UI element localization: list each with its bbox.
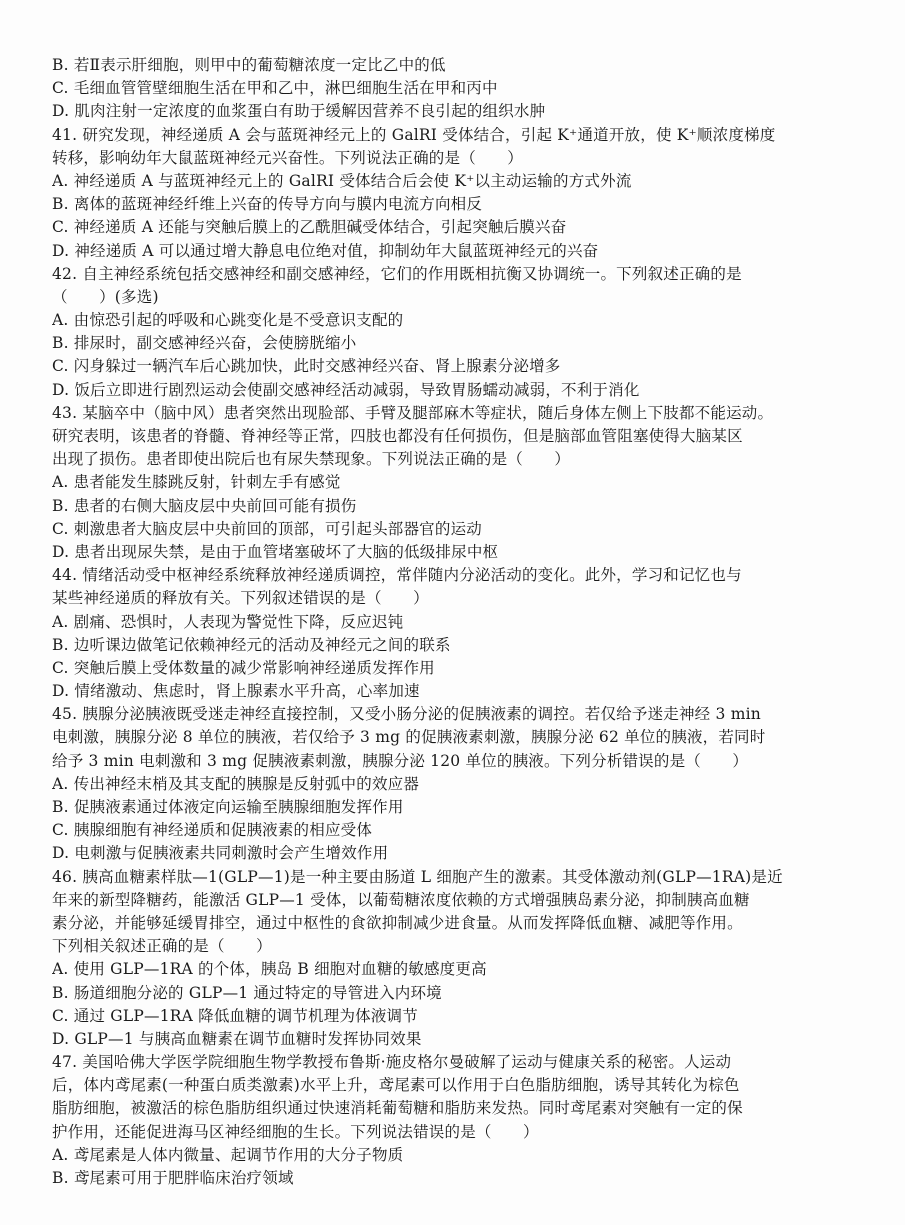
option-line: B. 鸢尾素可用于肥胖临床治疗领域 [52,1169,294,1187]
option-line: C. 刺激患者大脑皮层中央前回的顶部，可引起头部器官的运动 [52,519,482,538]
option-line: D. 神经递质 A 可以通过增大静息电位绝对值，抑制幼年大鼠蓝斑神经元的兴奋 [52,241,599,260]
option-line: C. 闪身躲过一辆汽车后心跳加快，此时交感神经兴奋、肾上腺素分泌增多 [52,357,561,376]
option-line: B. 边听课边做笔记依赖神经元的活动及神经元之间的联系 [52,635,451,654]
text-line: B. 若Ⅱ表示肝细胞，则甲中的葡萄糖浓度一定比乙中的低 [52,56,446,74]
option-line: A. 鸢尾素是人体内微量、起调节作用的大分子物质 [52,1145,404,1164]
question-42-line: 42. 自主神经系统包括交感神经和副交感神经，它们的作用既相抗衡又协调统一。下列叙述正确的是 [52,264,742,283]
option-line: B. 患者的右侧大脑皮层中央前回可能有损伤 [52,496,357,515]
option-line: C. 神经递质 A 还能与突触后膜上的乙酰胆碱受体结合，引起突触后膜兴奋 [52,218,567,237]
text-line: 脂肪细胞，被激活的棕色脂肪组织通过快速消耗葡萄糖和脂肪来发热。同时鸢尾素对突触有一定的保 [52,1099,743,1118]
option-line: B. 促胰液素通过体液定向运输至胰腺细胞发挥作用 [52,798,404,816]
option-line: A. 患者能发生膝跳反射，针刺左手有感觉 [52,473,341,492]
option-line: B. 排尿时，副交感神经兴奋，会使膀胱缩小 [52,334,357,353]
option-line: B. 离体的蓝斑神经纤维上兴奋的传导方向与膜内电流方向相反 [52,195,483,214]
question-47-line: 47. 美国哈佛大学医学院细胞生物学教授布鲁斯·施皮格尔曼破解了运动与健康关系的秘密。人运动 [52,1053,732,1072]
option-line: A. 剧痛、恐惧时，人表现为警觉性下降，反应迟钝 [52,612,404,631]
text-line: 出现了损伤。患者即使出院后也有尿失禁现象。下列说法正确的是（ ） [52,450,571,469]
question-45-line: 45. 胰腺分泌胰液既受迷走神经直接控制，又受小肠分泌的促胰液素的调控。若仅给予迷走神经 3 min [52,705,761,724]
option-line: D. 情绪激动、焦虑时，肾上腺素水平升高，心率加速 [52,682,420,701]
option-line: B. 肠道细胞分泌的 GLP—1 通过特定的导管进入内环境 [52,983,442,1002]
option-line: A. 使用 GLP—1RA 的个体，胰岛 B 细胞对血糖的敏感度更高 [52,960,487,979]
text-line: 下列相关叙述正确的是（ ） [52,937,272,956]
text-line: （ ）(多选) [52,287,159,306]
text-line: 研究表明，该患者的脊髓、脊神经等正常，四肢也都没有任何损伤，但是脑部血管阻塞使得大脑某区 [52,427,743,445]
option-line: D. 患者出现尿失禁，是由于血管堵塞破坏了大脑的低级排尿中枢 [52,542,499,561]
text-line: 给予 3 min 电刺激和 3 mg 促胰液素刺激，胰腺分泌 120 单位的胰液。下列分析错误的是（ ） [52,751,749,770]
option-line: C. 突触后膜上受体数量的减少常影响神经递质发挥作用 [52,658,435,677]
text-line: 年来的新型降糖药，能激活 GLP—1 受体，以葡萄糖浓度依赖的方式增强胰岛素分泌，抑制胰高血糖 [52,890,750,909]
option-line: A. 由惊恐引起的呼吸和心跳变化是不受意识支配的 [52,311,404,330]
text-line: 某些神经递质的释放有关。下列叙述错误的是（ ） [52,589,429,608]
question-44-line: 44. 情绪活动受中枢神经系统释放神经递质调控，常伴随内分泌活动的变化。此外，学习和记忆也与 [52,566,742,585]
text-line: 后，体内鸢尾素(一种蛋白质类激素)水平上升，鸢尾素可以作用于白色脂肪细胞，诱导其转化为棕色 [52,1076,740,1095]
option-line: D. GLP—1 与胰高血糖素在调节血糖时发挥协同效果 [52,1029,422,1048]
question-46-line: 46. 胰高血糖素样肽—1(GLP—1)是一种主要由肠道 L 细胞产生的激素。其受体激动剂(GLP—1RA)是近 [52,867,783,886]
option-line: C. 通过 GLP—1RA 降低血糖的调节机理为体液调节 [52,1006,418,1025]
option-line: D. 电刺激与促胰液素共同刺激时会产生增效作用 [52,844,389,863]
option-line: D. 饭后立即进行剧烈运动会使副交感神经活动减弱，导致胃肠蠕动减弱，不利于消化 [52,380,640,399]
text-line: 电刺激，胰腺分泌 8 单位的胰液，若仅给予 3 mg 的促胰液素刺激，胰腺分泌 62 单位的胰液，若同时 [52,728,766,747]
text-line: C. 毛细血管管壁细胞生活在甲和乙中，淋巴细胞生活在甲和丙中 [52,79,498,98]
question-41-line: 41. 研究发现，神经递质 A 会与蓝斑神经元上的 GalRI 受体结合，引起 K⁺通道开放，使 K⁺顺浓度梯度 [52,125,776,144]
text-line: 素分泌，并能够延缓胃排空，通过中枢性的食欲抑制减少进食量。从而发挥降低血糖、减肥等作用。 [52,913,743,932]
text-line: 转移，影响幼年大鼠蓝斑神经元兴奋性。下列说法正确的是（ ） [52,148,524,167]
option-line: C. 胰腺细胞有神经递质和促胰液素的相应受体 [52,821,373,840]
text-line: D. 肌肉注射一定浓度的血浆蛋白有助于缓解因营养不良引起的组织水肿 [52,102,546,121]
text-line: 护作用，还能促进海马区神经细胞的生长。下列说法错误的是（ ） [52,1122,539,1141]
option-line: A. 神经递质 A 与蓝斑神经元上的 GalRI 受体结合后会使 K⁺以主动运输的方式外流 [52,171,632,190]
option-line: A. 传出神经末梢及其支配的胰腺是反射弧中的效应器 [52,774,420,793]
question-43-line: 43. 某脑卒中（脑中风）患者突然出现脸部、手臂及腿部麻木等症状，随后身体左侧上下肢都不能运动。 [52,403,774,422]
